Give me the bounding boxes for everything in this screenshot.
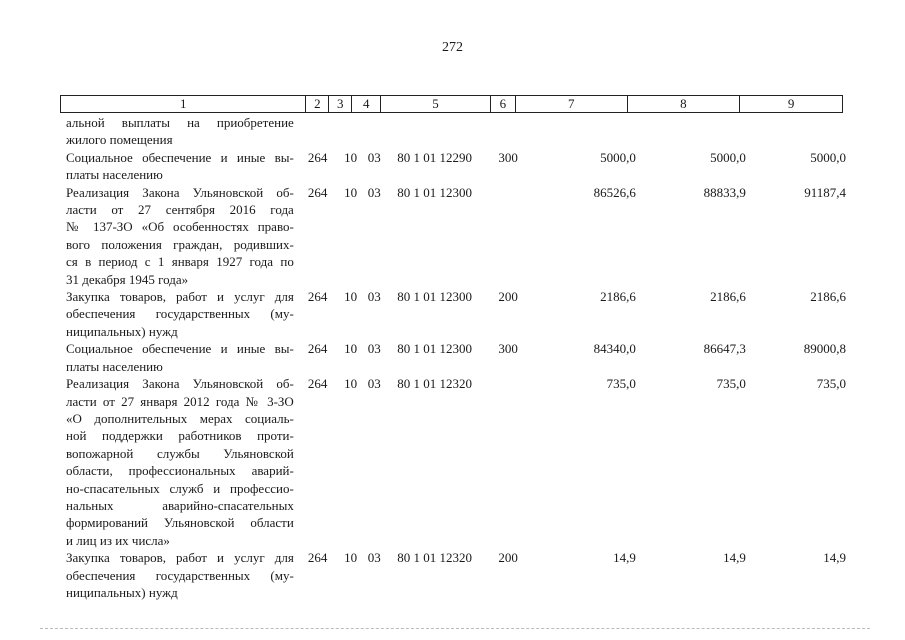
cell-year-2: 86647,3 [703, 341, 746, 357]
cell-year-3: 2186,6 [810, 289, 846, 305]
cell-vr: 200 [498, 289, 518, 305]
cell-cs: 80 1 01 12320 [397, 550, 472, 566]
scan-edge-divider [40, 628, 870, 629]
name-line: формирований Ульяновской области [66, 515, 294, 531]
table-row [66, 549, 846, 601]
cell-rz: 10 [344, 184, 358, 200]
cell-year-3: 91187,4 [804, 184, 846, 200]
cell-rz: 10 [344, 341, 358, 357]
header-col-7: 7 [516, 96, 628, 112]
cell-pr: 03 [367, 289, 381, 305]
name-line: обеспечения государственных (му- [66, 567, 294, 583]
cell-year-3: 89000,8 [803, 341, 846, 357]
name-line: платы населению [66, 167, 163, 183]
table-row [66, 114, 846, 149]
name-line: области, профессиональных аварий- [66, 463, 294, 479]
header-col-5: 5 [381, 96, 491, 112]
cell-rz: 10 [344, 149, 358, 165]
table-row [66, 184, 846, 288]
name-line: ласти от 27 января 2012 года № 3-ЗО [66, 393, 294, 409]
cell-pr: 03 [367, 184, 381, 200]
name-line: но-спасательных служб и профессио- [66, 480, 294, 496]
cell-vr: 200 [498, 550, 518, 566]
cell-year-1: 14,9 [613, 550, 636, 566]
name-line: обеспечения государственных (му- [66, 306, 294, 322]
header-col-4: 4 [352, 96, 381, 112]
name-line: Социальное обеспечение и иные вы- [66, 149, 294, 165]
cell-year-1: 84340,0 [593, 341, 636, 357]
name-line: нальных аварийно-спасательных [66, 497, 294, 513]
name-line: вого положения граждан, родивших- [66, 236, 294, 252]
name-line: Реализация Закона Ульяновской об- [66, 376, 294, 392]
table-row [66, 288, 846, 340]
cell-rz: 10 [344, 289, 358, 305]
cell-year-2: 2186,6 [710, 289, 746, 305]
page-number: 272 [442, 40, 463, 55]
name-line: ниципальных) нужд [66, 584, 178, 600]
table-row [66, 340, 846, 375]
cell-rz: 10 [344, 376, 358, 392]
cell-name [66, 375, 294, 549]
header-col-8: 8 [628, 96, 741, 112]
header-col-1: 1 [61, 96, 306, 112]
header-col-9: 9 [787, 96, 795, 111]
cell-vr: 300 [498, 149, 518, 165]
cell-year-2: 88833,9 [703, 184, 746, 200]
cell-year-2: 735,0 [716, 376, 746, 392]
name-line: альной выплаты на приобретение [66, 115, 294, 130]
name-line: 31 декабря 1945 года» [66, 271, 189, 287]
cell-year-1: 86526,6 [593, 184, 636, 200]
name-line: ной поддержки работников проти- [66, 428, 294, 444]
cell-pr: 03 [367, 341, 381, 357]
name-line: № 137-ЗО «Об особенностях право- [66, 219, 294, 235]
header-col-2: 2 [306, 96, 329, 112]
cell-year-3: 5000,0 [810, 149, 846, 165]
name-line: «О дополнительных мерах социаль- [66, 410, 294, 426]
name-line: и лиц из их числа» [66, 532, 170, 548]
cell-gr: 264 [307, 550, 328, 566]
cell-name [66, 114, 294, 149]
cell-cs: 80 1 01 12300 [397, 341, 472, 357]
name-line: Закупка товаров, работ и услуг для [66, 550, 294, 566]
cell-year-3: 14,9 [823, 550, 846, 566]
name-line: ласти от 27 сентября 2016 года [66, 202, 294, 218]
name-line: жилого помещения [66, 132, 173, 148]
cell-gr: 264 [307, 376, 328, 392]
cell-year-1: 2186,6 [600, 289, 636, 305]
cell-pr: 03 [367, 550, 381, 566]
cell-gr: 264 [307, 341, 328, 357]
cell-gr: 264 [307, 184, 328, 200]
cell-cs: 80 1 01 12300 [397, 184, 472, 200]
cell-name [66, 184, 294, 288]
cell-pr: 03 [367, 376, 381, 392]
name-line: платы населению [66, 358, 163, 374]
cell-year-3: 735,0 [816, 376, 846, 392]
table-header [60, 95, 843, 113]
cell-gr: 264 [307, 289, 328, 305]
cell-cs: 80 1 01 12290 [397, 149, 472, 165]
name-line: Социальное обеспечение и иные вы- [66, 341, 294, 357]
cell-name [66, 288, 294, 340]
cell-name [66, 149, 294, 184]
table-body [66, 114, 846, 601]
cell-vr: 300 [498, 341, 518, 357]
cell-year-2: 5000,0 [710, 149, 746, 165]
cell-gr: 264 [307, 149, 328, 165]
cell-name [66, 549, 294, 601]
cell-cs: 80 1 01 12300 [397, 289, 472, 305]
cell-pr: 03 [367, 149, 381, 165]
header-col-6: 6 [491, 96, 516, 112]
name-line: вопожарной службы Ульяновской [66, 445, 294, 461]
cell-year-1: 5000,0 [600, 149, 636, 165]
name-line: Закупка товаров, работ и услуг для [66, 289, 294, 305]
cell-name [66, 340, 294, 375]
table-row [66, 375, 846, 549]
cell-year-1: 735,0 [606, 376, 636, 392]
table-row [66, 149, 846, 184]
name-line: Реализация Закона Ульяновской об- [66, 184, 294, 200]
cell-rz: 10 [344, 550, 358, 566]
cell-year-2: 14,9 [723, 550, 746, 566]
header-col-3: 3 [329, 96, 352, 112]
cell-cs: 80 1 01 12320 [397, 376, 472, 392]
name-line: ся в период с 1 января 1927 года по [66, 254, 294, 270]
name-line: ниципальных) нужд [66, 323, 178, 339]
